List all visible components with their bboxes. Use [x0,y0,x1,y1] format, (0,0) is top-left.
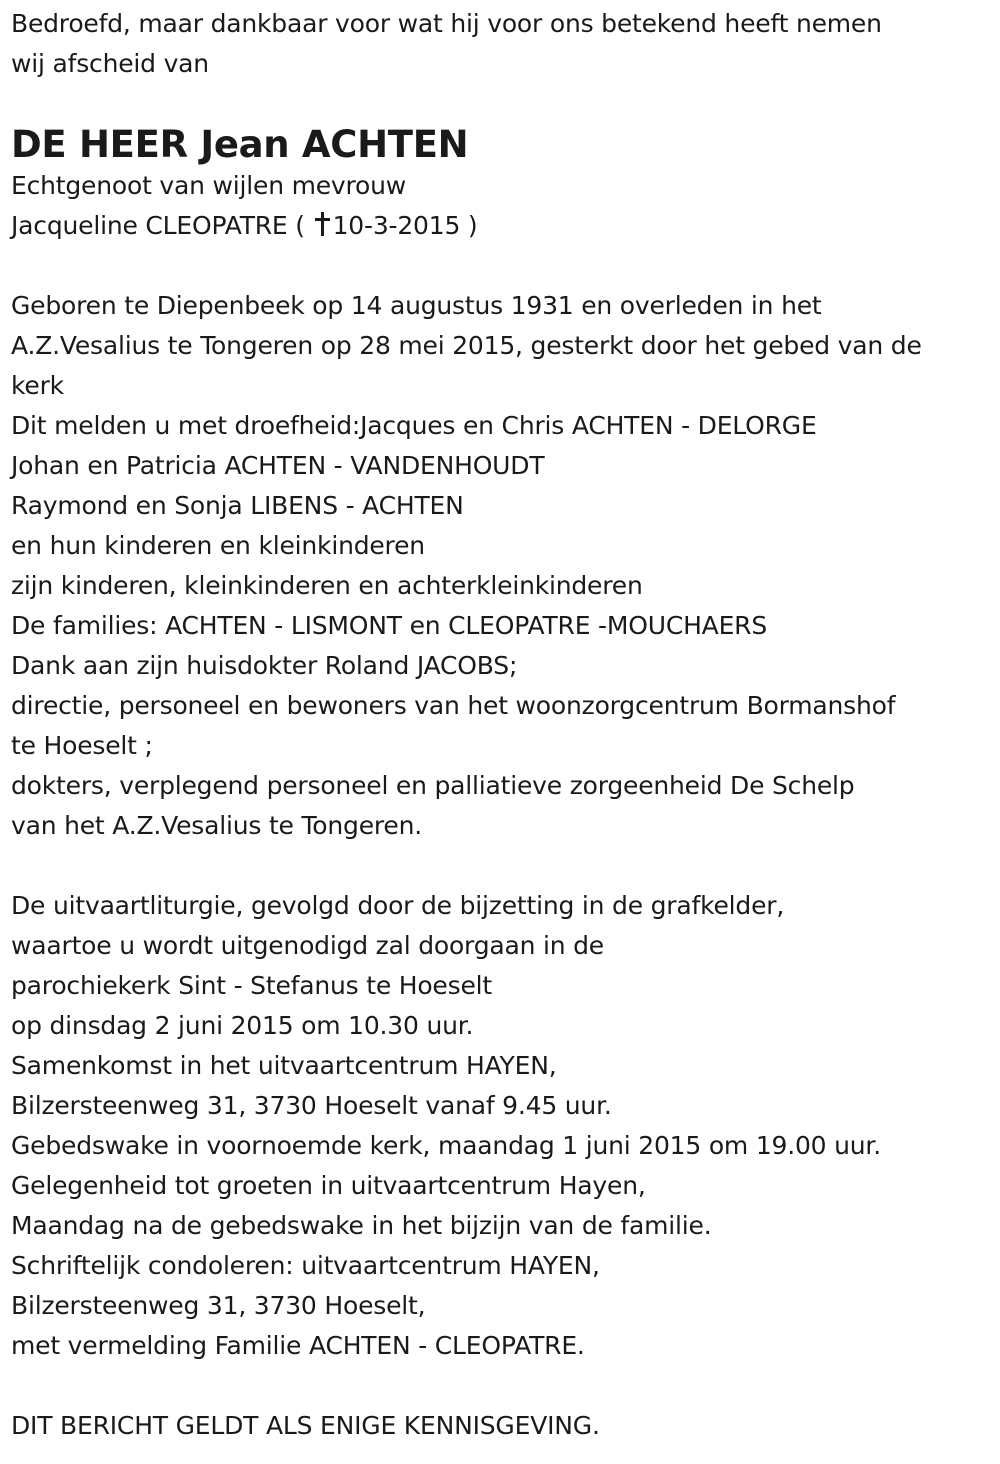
biography-line: De families: ACHTEN - LISMONT en CLEOPATRE -MOUCHAERS [11,611,768,640]
biography-line: en hun kinderen en kleinkinderen [11,531,425,560]
biography-line: van het A.Z.Vesalius te Tongeren. [11,811,423,840]
ceremony-line: waartoe u wordt uitgenodigd zal doorgaan in de [11,931,604,960]
biography-line: Geboren te Diepenbeek op 14 augustus 1931 en overleden in het [11,291,822,320]
intro-line-2: wij afscheid van [11,49,209,78]
ceremony-line: Samenkomst in het uitvaartcentrum HAYEN, [11,1051,557,1080]
biography-line: kerk [11,371,64,400]
biography-line: Raymond en Sonja LIBENS - ACHTEN [11,491,464,520]
ceremony-line: met vermelding Familie ACHTEN - CLEOPATRE. [11,1331,585,1360]
ceremony-line: Bilzersteenweg 31, 3730 Hoeselt, [11,1291,426,1320]
spacer [11,246,991,286]
biography-line: dokters, verplegend personeel en palliatieve zorgeenheid De Schelp [11,771,855,800]
ceremony-line: Schriftelijk condoleren: uitvaartcentrum HAYEN, [11,1251,600,1280]
spacer [11,1366,991,1406]
ceremony-line: Bilzersteenweg 31, 3730 Hoeselt vanaf 9.45 uur. [11,1091,612,1120]
death-cross-icon [315,212,329,236]
closing-statement: DIT BERICHT GELDT ALS ENIGE KENNISGEVING. [11,1411,600,1440]
spouse-name: Jacqueline CLEOPATRE ( [11,211,305,240]
biography-line: Dit melden u met droefheid:Jacques en Chris ACHTEN - DELORGE [11,411,817,440]
obituary-notice [11,4,991,1446]
ceremony-line: De uitvaartliturgie, gevolgd door de bijzetting in de grafkelder, [11,891,785,920]
biography-line: Dank aan zijn huisdokter Roland JACOBS; [11,651,518,680]
ceremony-line: Gebedswake in voornoemde kerk, maandag 1 juni 2015 om 19.00 uur. [11,1131,881,1160]
spouse-death-date: 10-3-2015 ) [332,211,478,240]
biography-line: zijn kinderen, kleinkinderen en achterkleinkinderen [11,571,643,600]
ceremony-line: Maandag na de gebedswake in het bijzijn van de familie. [11,1211,712,1240]
biography-line: Johan en Patricia ACHTEN - VANDENHOUDT [11,451,545,480]
ceremony-line: op dinsdag 2 juni 2015 om 10.30 uur. [11,1011,474,1040]
biography-line: te Hoeselt ; [11,731,153,760]
deceased-name: DE HEER Jean ACHTEN [11,123,469,166]
spouse-line-2 [11,206,991,246]
intro-line-1: Bedroefd, maar dankbaar voor wat hij voor ons betekend heeft nemen [11,9,882,38]
ceremony-line: Gelegenheid tot groeten in uitvaartcentrum Hayen, [11,1171,646,1200]
spouse-line-1: Echtgenoot van wijlen mevrouw [11,171,407,200]
biography-line: directie, personeel en bewoners van het woonzorgcentrum Bormanshof [11,691,896,720]
biography-line: A.Z.Vesalius te Tongeren op 28 mei 2015, gesterkt door het gebed van de [11,331,922,360]
ceremony-line: parochiekerk Sint - Stefanus te Hoeselt [11,971,492,1000]
spacer [11,846,991,886]
